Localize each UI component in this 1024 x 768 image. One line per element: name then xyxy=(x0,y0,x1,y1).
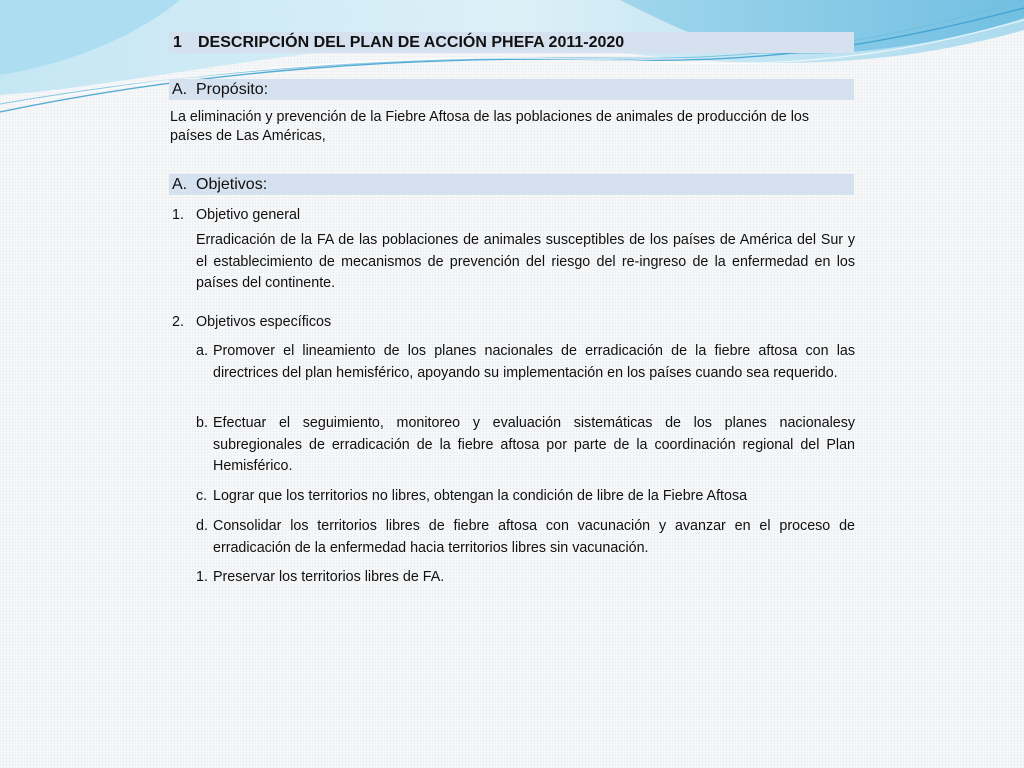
title-bar xyxy=(169,32,854,53)
proposito-heading: Propósito: xyxy=(196,81,269,98)
objetivos-heading: Objetivos: xyxy=(196,176,268,193)
objetivos-letter: A. xyxy=(172,176,188,193)
objetivo-general-text: Erradicación de la FA de las poblaciones de animales susceptibles de los países de América del Sur y el establecimiento de mecanismos de prevención del riesgo del re-ingreso de la enfermedad en los países del continente. xyxy=(196,232,855,291)
list-item-d-letter: d. xyxy=(196,518,208,534)
objetivos-especificos-label: Objetivos específicos xyxy=(196,314,332,330)
list-item-a-text: Promover el lineamiento de los planes nacionales de erradicación de la fiebre aftosa con las directrices del plan hemisférico, apoyando su implementación en los países cuando sea requerido. xyxy=(213,343,855,381)
list-item-c-letter: c. xyxy=(196,488,208,504)
objetivo-general-label: Objetivo general xyxy=(196,207,301,223)
proposito-text: La eliminación y prevención de la Fiebre Aftosa de las poblaciones de animales de producción de los países de Las Américas, xyxy=(170,109,809,144)
proposito-letter: A. xyxy=(172,81,188,98)
objetivos-especificos-number: 2. xyxy=(172,314,184,330)
list-item-b-text: Efectuar el seguimiento, monitoreo y evaluación sistemáticas de los planes nacionalesy subregionales de erradicación de la fiebre aftosa por parte de la coordinación regional del Plan Hemisférico. xyxy=(213,415,855,474)
page-title: DESCRIPCIÓN DEL PLAN DE ACCIÓN PHEFA 2011-2020 xyxy=(198,34,625,51)
list-item-1-text: Preservar los territorios libres de FA. xyxy=(213,569,445,585)
list-item-d-text: Consolidar los territorios libres de fiebre aftosa con vacunación y avanzar en el proceso de erradicación de la enfermedad hacia territorios libres sin vacunación. xyxy=(213,518,855,556)
list-item-b-letter: b. xyxy=(196,415,208,431)
title-number: 1 xyxy=(173,34,182,51)
objetivo-general-number: 1. xyxy=(172,207,184,223)
list-item-a-letter: a. xyxy=(196,343,208,359)
objetivos-heading-bar xyxy=(169,174,854,195)
list-item-c-text: Lograr que los territorios no libres, obtengan la condición de libre de la Fiebre Aftosa xyxy=(213,488,748,504)
list-item-1-number: 1. xyxy=(196,569,208,585)
proposito-heading-bar xyxy=(169,79,854,100)
